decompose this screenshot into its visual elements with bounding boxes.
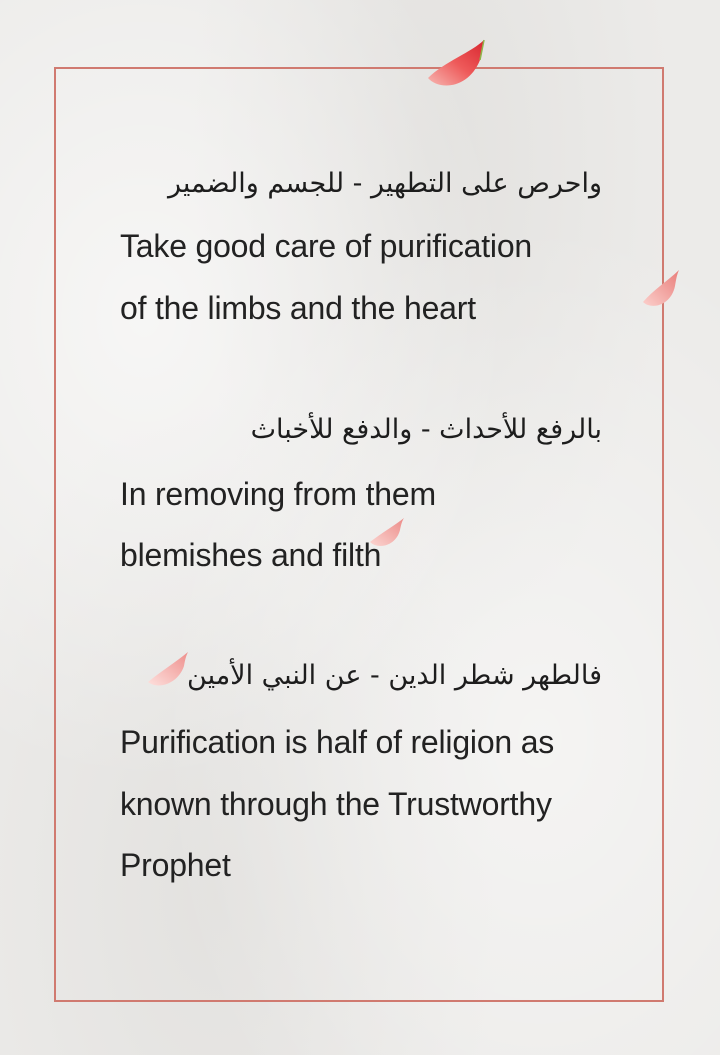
verse-1-arabic: واحرص على التطهير - للجسم والضمير	[168, 168, 602, 199]
verse-1-english-line-1: Take good care of purification	[120, 228, 533, 264]
verse-1-english-line-2: of the limbs and the heart	[120, 290, 476, 326]
petal-icon	[424, 38, 488, 92]
verse-3-english-line-1: Purification is half of religion as	[120, 724, 555, 760]
verse-3-arabic: فالطهر شطر الدين - عن النبي الأمين	[187, 660, 602, 691]
verse-3-english-line-2: known through the Trustworthy	[120, 786, 552, 822]
verse-2-english-line-1: In removing from them	[120, 476, 436, 512]
verse-2-arabic: بالرفع للأحداث - والدفع للأخباث	[250, 414, 602, 445]
petal-icon	[641, 268, 681, 310]
petal-icon	[146, 650, 190, 690]
verse-3-english-line-3: Prophet	[120, 847, 231, 883]
verse-2-english-line-2: blemishes and filth	[120, 537, 382, 573]
